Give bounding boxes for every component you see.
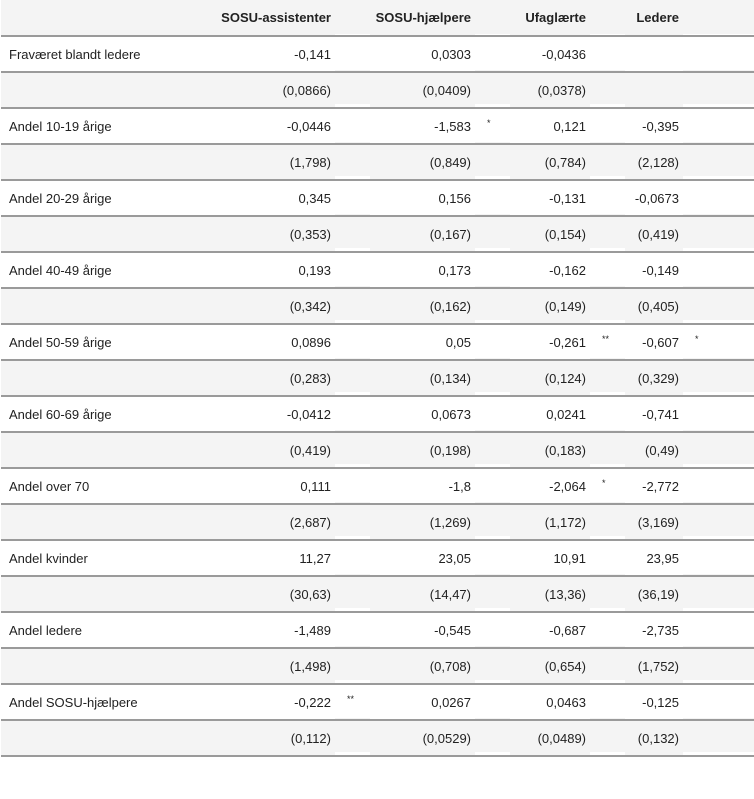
- empty-star-cell: [475, 285, 510, 321]
- coefficient-cell: -0,395: [625, 108, 683, 144]
- column-header: Ufaglærte: [510, 0, 590, 36]
- empty-star-cell: [335, 357, 370, 393]
- standard-error-cell: (0,419): [625, 216, 683, 252]
- row-label: Andel 40-49 årige: [1, 252, 210, 288]
- empty-star-cell: [683, 213, 754, 249]
- significance-stars: [335, 33, 370, 69]
- empty-star-cell: [335, 69, 370, 105]
- column-header: Ledere: [625, 0, 683, 36]
- empty-star-cell: [590, 429, 625, 465]
- significance-stars: [335, 249, 370, 285]
- table-body: [1, 36, 754, 756]
- standard-error-row: [1, 144, 754, 180]
- standard-error-row: [1, 216, 754, 252]
- coefficient-cell: 0,156: [370, 180, 475, 216]
- coefficient-cell: -0,0673: [625, 180, 683, 216]
- empty-star-cell: [590, 285, 625, 321]
- standard-error-cell: (0,0409): [370, 72, 475, 108]
- empty-star-cell: [335, 285, 370, 321]
- coefficient-cell: -0,545: [370, 612, 475, 648]
- row-label-empty: [1, 504, 210, 540]
- standard-error-cell: [625, 72, 683, 108]
- row-label: Andel 20-29 årige: [1, 180, 210, 216]
- empty-star-cell: [683, 69, 754, 105]
- significance-stars: *: [590, 465, 625, 501]
- standard-error-cell: (0,154): [510, 216, 590, 252]
- standard-error-row: [1, 648, 754, 684]
- significance-stars: [590, 609, 625, 645]
- coefficient-cell: -2,064: [510, 468, 590, 504]
- significance-stars: [590, 105, 625, 141]
- standard-error-row: [1, 504, 754, 540]
- empty-star-cell: [590, 717, 625, 753]
- empty-star-cell: [590, 645, 625, 681]
- coefficient-cell: 0,173: [370, 252, 475, 288]
- significance-stars: [335, 393, 370, 429]
- empty-star-cell: [475, 501, 510, 537]
- standard-error-cell: (1,498): [210, 648, 335, 684]
- significance-stars: [475, 465, 510, 501]
- empty-star-cell: [683, 285, 754, 321]
- coefficient-cell: 0,121: [510, 108, 590, 144]
- standard-error-cell: (0,134): [370, 360, 475, 396]
- coefficient-cell: 11,27: [210, 540, 335, 576]
- significance-stars: [335, 465, 370, 501]
- row-label: Andel kvinder: [1, 540, 210, 576]
- significance-stars: *: [683, 321, 754, 357]
- coefficient-row: [1, 612, 754, 648]
- coefficient-cell: -0,0436: [510, 36, 590, 72]
- standard-error-cell: (0,784): [510, 144, 590, 180]
- significance-stars: [683, 177, 754, 213]
- empty-star-cell: [683, 645, 754, 681]
- standard-error-cell: (0,49): [625, 432, 683, 468]
- standard-error-row: [1, 72, 754, 108]
- empty-star-cell: [590, 213, 625, 249]
- standard-error-row: [1, 288, 754, 324]
- standard-error-cell: (0,405): [625, 288, 683, 324]
- standard-error-cell: (0,329): [625, 360, 683, 396]
- coefficient-cell: -0,141: [210, 36, 335, 72]
- standard-error-row: [1, 720, 754, 756]
- empty-star-cell: [590, 573, 625, 609]
- coefficient-cell: 0,0241: [510, 396, 590, 432]
- empty-star-cell: [683, 717, 754, 753]
- coefficient-cell: 23,05: [370, 540, 475, 576]
- standard-error-cell: (0,149): [510, 288, 590, 324]
- standard-error-row: [1, 576, 754, 612]
- empty-star-cell: [335, 573, 370, 609]
- coefficient-row: [1, 540, 754, 576]
- significance-stars: [475, 609, 510, 645]
- coefficient-row: [1, 324, 754, 360]
- coefficient-cell: -0,741: [625, 396, 683, 432]
- standard-error-cell: (13,36): [510, 576, 590, 612]
- empty-star-cell: [475, 645, 510, 681]
- standard-error-cell: (1,172): [510, 504, 590, 540]
- standard-error-cell: (0,708): [370, 648, 475, 684]
- standard-error-cell: (0,0489): [510, 720, 590, 756]
- standard-error-cell: (0,167): [370, 216, 475, 252]
- significance-stars: [335, 321, 370, 357]
- significance-stars: [683, 33, 754, 69]
- empty-star-cell: [335, 717, 370, 753]
- row-label: Andel over 70: [1, 468, 210, 504]
- empty-star-cell: [335, 429, 370, 465]
- coefficient-cell: 10,91: [510, 540, 590, 576]
- coefficient-row: [1, 108, 754, 144]
- coefficient-cell: 0,0303: [370, 36, 475, 72]
- column-header: SOSU-hjælpere: [370, 0, 475, 36]
- header-label-cell: [1, 0, 210, 36]
- row-label-empty: [1, 576, 210, 612]
- empty-star-cell: [475, 573, 510, 609]
- significance-stars: [683, 105, 754, 141]
- significance-stars: [590, 33, 625, 69]
- significance-stars: [590, 681, 625, 717]
- column-header: SOSU-assistenter: [210, 0, 335, 36]
- coefficient-cell: -1,489: [210, 612, 335, 648]
- empty-star-cell: [475, 69, 510, 105]
- empty-star-cell: [590, 141, 625, 177]
- header-star-cell: [475, 0, 510, 36]
- significance-stars: [475, 177, 510, 213]
- significance-stars: [475, 321, 510, 357]
- significance-stars: [475, 537, 510, 573]
- standard-error-cell: (0,183): [510, 432, 590, 468]
- standard-error-cell: (0,849): [370, 144, 475, 180]
- coefficient-cell: -0,149: [625, 252, 683, 288]
- header-row: [1, 0, 754, 36]
- empty-star-cell: [475, 357, 510, 393]
- standard-error-cell: (2,687): [210, 504, 335, 540]
- row-label-empty: [1, 648, 210, 684]
- standard-error-cell: (2,128): [625, 144, 683, 180]
- row-label-empty: [1, 216, 210, 252]
- standard-error-cell: (36,19): [625, 576, 683, 612]
- significance-stars: [683, 609, 754, 645]
- significance-stars: [683, 681, 754, 717]
- empty-star-cell: [335, 645, 370, 681]
- significance-stars: [590, 537, 625, 573]
- empty-star-cell: [590, 501, 625, 537]
- empty-star-cell: [475, 141, 510, 177]
- header-star-cell: [335, 0, 370, 36]
- standard-error-cell: (0,0866): [210, 72, 335, 108]
- coefficient-cell: -2,735: [625, 612, 683, 648]
- significance-stars: [475, 249, 510, 285]
- coefficient-row: [1, 180, 754, 216]
- regression-table: [1, 0, 754, 757]
- empty-star-cell: [475, 429, 510, 465]
- coefficient-cell: -2,772: [625, 468, 683, 504]
- significance-stars: [683, 465, 754, 501]
- significance-stars: *: [475, 105, 510, 141]
- empty-star-cell: [683, 141, 754, 177]
- coefficient-cell: -1,8: [370, 468, 475, 504]
- row-label: Andel 50-59 årige: [1, 324, 210, 360]
- empty-star-cell: [335, 141, 370, 177]
- empty-star-cell: [683, 357, 754, 393]
- empty-star-cell: [590, 357, 625, 393]
- coefficient-row: [1, 468, 754, 504]
- row-label: Andel 60-69 årige: [1, 396, 210, 432]
- coefficient-cell: 0,0463: [510, 684, 590, 720]
- significance-stars: [590, 177, 625, 213]
- significance-stars: [335, 609, 370, 645]
- significance-stars: [475, 681, 510, 717]
- standard-error-cell: (30,63): [210, 576, 335, 612]
- standard-error-cell: (0,342): [210, 288, 335, 324]
- coefficient-cell: -0,131: [510, 180, 590, 216]
- coefficient-cell: [625, 36, 683, 72]
- row-label-empty: [1, 720, 210, 756]
- coefficient-cell: -0,125: [625, 684, 683, 720]
- significance-stars: [683, 249, 754, 285]
- standard-error-row: [1, 432, 754, 468]
- coefficient-cell: 0,193: [210, 252, 335, 288]
- coefficient-cell: 0,345: [210, 180, 335, 216]
- coefficient-cell: -0,261: [510, 324, 590, 360]
- coefficient-cell: 0,05: [370, 324, 475, 360]
- standard-error-cell: (0,283): [210, 360, 335, 396]
- significance-stars: [590, 393, 625, 429]
- significance-stars: [590, 249, 625, 285]
- significance-stars: **: [335, 681, 370, 717]
- empty-star-cell: [475, 717, 510, 753]
- standard-error-cell: (14,47): [370, 576, 475, 612]
- header-star-cell: [590, 0, 625, 36]
- empty-star-cell: [683, 501, 754, 537]
- standard-error-cell: (0,162): [370, 288, 475, 324]
- coefficient-cell: 0,0267: [370, 684, 475, 720]
- standard-error-cell: (0,0378): [510, 72, 590, 108]
- empty-star-cell: [335, 213, 370, 249]
- empty-star-cell: [590, 69, 625, 105]
- standard-error-cell: (0,198): [370, 432, 475, 468]
- row-label: Fraværet blandt ledere: [1, 36, 210, 72]
- standard-error-cell: (1,798): [210, 144, 335, 180]
- coefficient-row: [1, 684, 754, 720]
- coefficient-cell: 0,0896: [210, 324, 335, 360]
- significance-stars: [475, 393, 510, 429]
- significance-stars: [683, 537, 754, 573]
- coefficient-cell: -1,583: [370, 108, 475, 144]
- row-label-empty: [1, 360, 210, 396]
- row-label: Andel ledere: [1, 612, 210, 648]
- coefficient-cell: 0,111: [210, 468, 335, 504]
- coefficient-row: [1, 252, 754, 288]
- row-label: Andel SOSU-hjælpere: [1, 684, 210, 720]
- coefficient-row: [1, 36, 754, 72]
- standard-error-cell: (1,269): [370, 504, 475, 540]
- row-label-empty: [1, 288, 210, 324]
- coefficient-cell: -0,162: [510, 252, 590, 288]
- coefficient-cell: -0,0446: [210, 108, 335, 144]
- standard-error-cell: (0,112): [210, 720, 335, 756]
- standard-error-cell: (0,654): [510, 648, 590, 684]
- empty-star-cell: [475, 213, 510, 249]
- standard-error-cell: (0,0529): [370, 720, 475, 756]
- standard-error-cell: (0,353): [210, 216, 335, 252]
- significance-stars: [475, 33, 510, 69]
- row-label-empty: [1, 144, 210, 180]
- standard-error-cell: (0,132): [625, 720, 683, 756]
- coefficient-cell: 23,95: [625, 540, 683, 576]
- coefficient-cell: 0,0673: [370, 396, 475, 432]
- standard-error-cell: (3,169): [625, 504, 683, 540]
- significance-stars: **: [590, 321, 625, 357]
- empty-star-cell: [335, 501, 370, 537]
- standard-error-cell: (1,752): [625, 648, 683, 684]
- significance-stars: [683, 393, 754, 429]
- significance-stars: [335, 177, 370, 213]
- standard-error-row: [1, 360, 754, 396]
- header-star-cell: [683, 0, 754, 36]
- significance-stars: [335, 537, 370, 573]
- standard-error-cell: (0,419): [210, 432, 335, 468]
- row-label-empty: [1, 432, 210, 468]
- coefficient-cell: -0,607: [625, 324, 683, 360]
- empty-star-cell: [683, 573, 754, 609]
- row-label-empty: [1, 72, 210, 108]
- coefficient-cell: -0,687: [510, 612, 590, 648]
- empty-star-cell: [683, 429, 754, 465]
- coefficient-row: [1, 396, 754, 432]
- row-label: Andel 10-19 årige: [1, 108, 210, 144]
- coefficient-cell: -0,222: [210, 684, 335, 720]
- standard-error-cell: (0,124): [510, 360, 590, 396]
- significance-stars: [335, 105, 370, 141]
- coefficient-cell: -0,0412: [210, 396, 335, 432]
